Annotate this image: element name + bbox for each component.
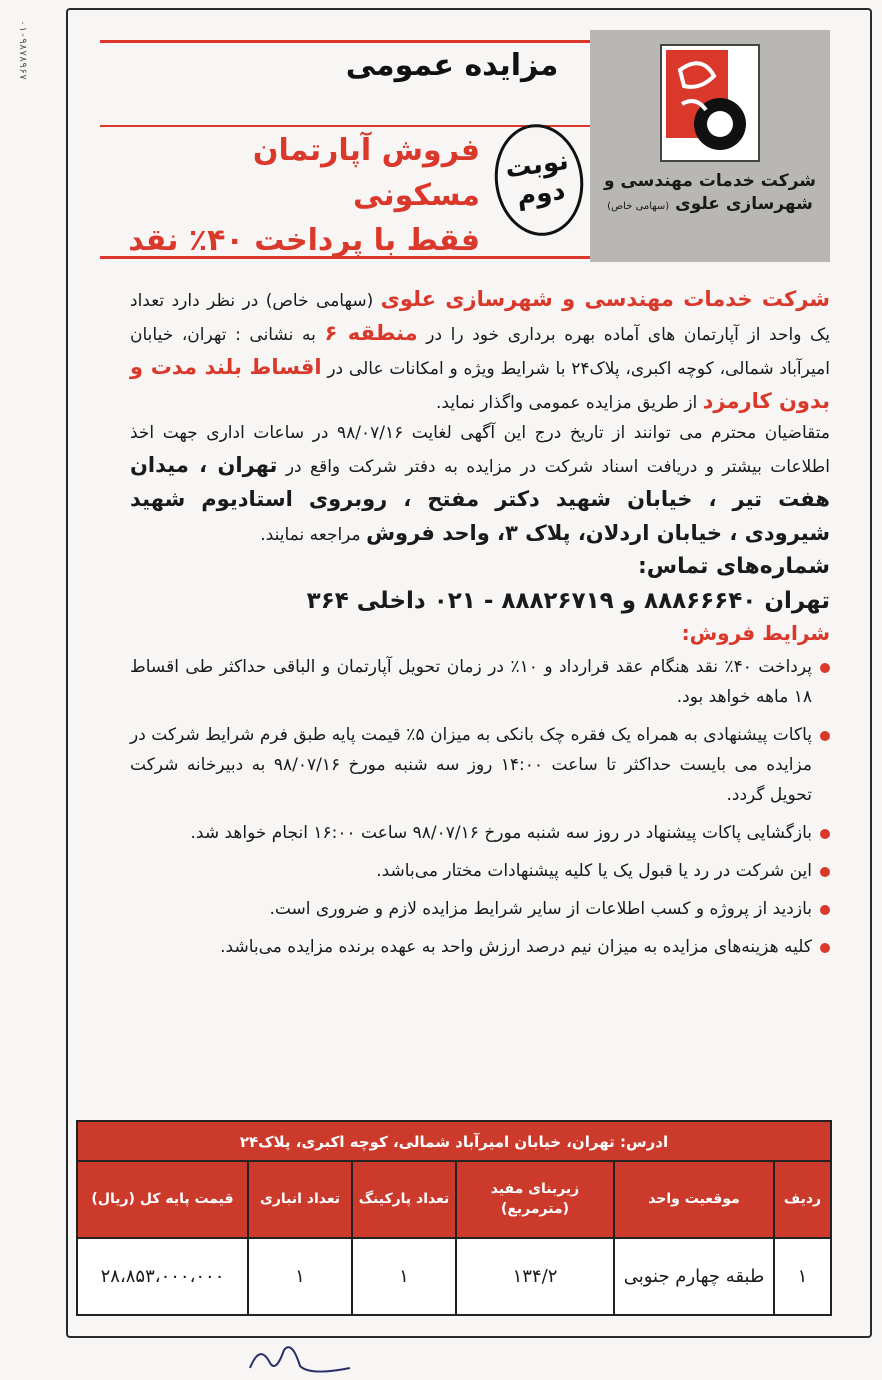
intro-company: شرکت خدمات مهندسی و شهرسازی علوی xyxy=(380,287,830,311)
company-name xyxy=(598,170,822,216)
company-name-line-2: شهرسازی علوی xyxy=(675,193,813,214)
intro-region: منطقه ۶ xyxy=(324,321,418,345)
contact-phones: تهران ۸۸۸۶۶۶۴۰ و ۸۸۸۲۶۷۱۹ - ۰۲۱ داخلی ۳۶۴ xyxy=(306,588,830,614)
round-line-1: نوبت xyxy=(503,146,571,185)
applicants-text-2: مراجعه نمایند. xyxy=(260,525,367,545)
round-line-2: دوم xyxy=(514,175,568,213)
condition-item: پرداخت ۴۰٪ نقد هنگام عقد قرارداد و ۱۰٪ در زمان تحویل آپارتمان و الباقی حداکثر طی اقساط ۱۸ ماهه خواهد بود. xyxy=(130,652,830,712)
round-badge xyxy=(488,118,591,241)
table-row xyxy=(78,1238,830,1314)
condition-item: بازگشایی پاکات پیشنهاد در روز سه شنبه مورخ ۹۸/۰۷/۱۶ ساعت ۱۶:۰۰ انجام خواهد شد. xyxy=(130,818,830,848)
col-header-unit-position: موقعیت واحد xyxy=(614,1162,774,1238)
cell-row-number: ۱ xyxy=(774,1238,830,1314)
company-type: (سهامی خاص) xyxy=(607,200,670,212)
company-logo-box xyxy=(590,30,830,262)
cell-storage: ۱ xyxy=(248,1238,352,1314)
col-header-area: زیربنای مفید (مترمربع) xyxy=(456,1162,614,1238)
sale-line-2: فقط با پرداخت ۴۰٪ نقد xyxy=(128,223,480,258)
company-name-line-1: شرکت خدمات مهندسی و xyxy=(604,171,816,191)
applicants-paragraph xyxy=(130,418,830,550)
company-logo xyxy=(660,44,760,162)
conditions-list xyxy=(130,652,830,962)
table-header-row xyxy=(78,1162,830,1238)
cell-unit-position: طبقه چهارم جنوبی xyxy=(614,1238,774,1314)
handwritten-signature xyxy=(240,1338,360,1378)
table-address: ادرس: تهران، خیابان امیرآباد شمالی، کوچه اکبری، پلاک۲۴ xyxy=(78,1122,830,1162)
cell-parking: ۱ xyxy=(352,1238,456,1314)
condition-item: این شرکت در رد یا قبول یک یا کلیه پیشنهادات مختار می‌باشد. xyxy=(130,856,830,886)
ad-body xyxy=(130,282,830,970)
sale-line-1: فروش آپارتمان مسکونی xyxy=(252,133,480,213)
intro-installments: اقساط بلند مدت و بدون کارمزد xyxy=(130,355,830,413)
conditions-heading: شرایط فروش: xyxy=(681,621,830,645)
col-header-parking: تعداد پارکینگ xyxy=(352,1162,456,1238)
condition-item: کلیه هزینه‌های مزایده به میزان نیم درصد ارزش واحد به عهده برنده مزایده می‌باشد. xyxy=(130,932,830,962)
cell-base-price: ۲۸،۸۵۳،۰۰۰،۰۰۰ xyxy=(78,1238,248,1314)
intro-text-1: (سهامی خاص) در نظر دارد تعداد یک واحد از آپارتمان های آماده بهره برداری خود را در xyxy=(130,291,830,345)
contact-heading: شماره‌های تماس: xyxy=(637,554,830,579)
cell-area: ۱۳۴/۲ xyxy=(456,1238,614,1314)
auction-title: مزایده عمومی xyxy=(345,48,559,83)
ad-header xyxy=(100,30,830,262)
header-rule xyxy=(100,40,600,43)
intro-text-3: از طریق مزایده عمومی واگذار نماید. xyxy=(436,393,703,413)
applicants-text-1: متقاضیان محترم می توانند از تاریخ درج این آگهی لغایت ۹۸/۰۷/۱۶ در ساعات اداری جهت اخذ اطلاعات بیشتر و دریافت اسناد شرکت در مزایده به دفتر شرکت واقع در xyxy=(130,423,830,477)
condition-item: پاکات پیشنهادی به همراه یک فقره چک بانکی به میزان ۵٪ قیمت پایه طبق فرم شرایط شرکت در مزایده می بایست حداکثر تا ساعت ۱۴:۰۰ روز سه شنبه مورخ ۹۸/۰۷/۱۶ به دبیرخانه شرکت تحویل گردد. xyxy=(130,720,830,810)
col-header-base-price: قیمت پایه کل (ریال) xyxy=(78,1162,248,1238)
intro-text-2: به نشانی : تهران، خیابان امیرآباد شمالی، کوچه اکبری، پلاک۲۴ با شرایط ویژه و امکانات عالی در xyxy=(130,325,830,379)
col-header-storage: تعداد انباری xyxy=(248,1162,352,1238)
unit-table xyxy=(76,1120,832,1316)
logo-icon xyxy=(662,46,758,160)
col-header-row-number: ردیف xyxy=(774,1162,830,1238)
office-address: تهران ، میدان هفت تیر ، خیابان شهید دکتر مفتح ، روبروی استادیوم شهید شیرودی ، خیابان اردلان، پلاک ۳، واحد فروش xyxy=(130,453,830,545)
sale-title xyxy=(120,128,480,263)
intro-paragraph xyxy=(130,282,830,418)
condition-item: بازدید از پروژه و کسب اطلاعات از سایر شرایط مزایده لازم و ضروری است. xyxy=(130,894,830,924)
unit-table-grid xyxy=(78,1162,830,1314)
side-code: ۰۱-۹۸۷۸۹۶۷ xyxy=(17,20,28,81)
